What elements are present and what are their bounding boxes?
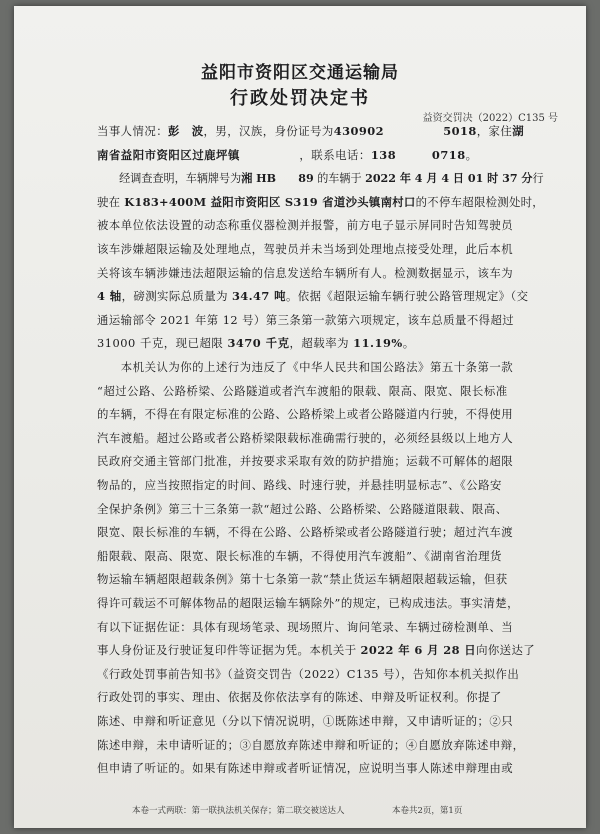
body-text-line [97, 595, 527, 612]
body-text-line [97, 194, 544, 211]
body-text-line [97, 524, 527, 541]
text-segment: 《行政处罚事前告知书》（益资交罚告（2022）C135 号），告知你本机关拟作出 [97, 666, 520, 681]
text-segment: 行政处罚的事实、理由、依据及你依法享有的陈述、申辩及听证权利。你提了 [97, 690, 502, 705]
document-title: 行政处罚决定书 [230, 88, 370, 109]
emphasized-text: 彭 波 [168, 124, 204, 138]
text-segment: 31000 千克，现已超限 [97, 336, 228, 351]
emphasized-text: 89 [298, 171, 314, 186]
text-segment: ，磅测实际总质量为 [121, 289, 232, 304]
text-segment: 陈述、申辩和听证意见（分以下情况说明，①既陈述申辩，又申请听证的；②只 [97, 714, 514, 728]
text-segment: 行 [532, 171, 544, 186]
emphasized-text: 138 [370, 147, 397, 162]
footer-copies-note: 本卷一式两联：第一联执法机关保存；第二联交被送达人 [132, 806, 345, 816]
emphasized-text: 0718 [431, 147, 466, 162]
footer-page-number: 本卷共2页，第1页 [392, 806, 463, 816]
text-segment: 陈述申辩，未申请听证的；③自愿放弃陈述申辩和听证的；④自愿放弃陈述申辩， [97, 737, 525, 752]
body-text-line [97, 265, 527, 282]
text-segment: ，超载率为 [289, 336, 354, 351]
body-text-line [97, 335, 527, 352]
text-segment: “超过公路、公路桥梁、公路隧道或者汽车渡船的限载、限高、限宽、限长标准 [97, 383, 508, 398]
body-text-line [97, 737, 527, 754]
body-text-line [97, 760, 527, 777]
body-text-line [97, 571, 527, 588]
text-segment: 有以下证据佐证：具体有现场笔录、现场照片、询问笔录、车辆过磅检测单、当 [97, 619, 514, 634]
text-segment: 得许可载运不可解体物品的超限运输车辆除外”的规定，已构成违法。事实清楚， [97, 596, 519, 610]
text-segment: ，男，汉族，身份证号为 [203, 124, 334, 138]
document-number: 益资交罚决（2022）C135 号 [422, 113, 558, 124]
body-text-line [97, 666, 527, 683]
emphasized-text: 430902 [333, 124, 385, 138]
text-segment: 的车辆于 [313, 171, 366, 186]
text-segment: 船限载、限高、限宽、限长标准的车辆，不得使用汽车渡船”、《湖南省治理货 [97, 548, 502, 563]
body-text-line [97, 241, 527, 258]
body-text-line [97, 642, 536, 659]
body-text-line [97, 619, 527, 636]
emphasized-text: 5018 [443, 124, 477, 138]
body-text-line [97, 288, 527, 305]
emphasized-text: 2022 年 6 月 28 日 [360, 643, 477, 658]
body-text-line [97, 406, 527, 423]
emphasized-text: 湘 HB [241, 171, 277, 186]
body-text-line [97, 170, 544, 187]
text-segment: 。依据《超限运输车辆行驶公路管理规定》（交 [285, 289, 529, 304]
text-segment: 通运输部令 2021 年第 12 号）第三条第一款第六项规定，该车总质量不得超过 [97, 312, 515, 327]
body-text-line [97, 548, 527, 565]
text-segment: ，家住 [476, 124, 513, 138]
body-text-line [97, 147, 527, 164]
emphasized-text: 34.47 吨 [231, 289, 286, 304]
text-segment: 但申请了听证的。如果有陈述申辩或者听证情况，应说明当事人陈述申辩理由或 [97, 761, 514, 776]
text-segment [384, 124, 443, 138]
body-text-line [97, 713, 527, 730]
text-segment: ，联系电话： [239, 147, 371, 162]
text-segment: 本机关认为你的上述行为违反了《中华人民共和国公路法》第五十条第一款 [97, 360, 514, 374]
text-segment: 该车涉嫌超限运输及处理地点，驾驶员并未当场到处理地点接受处理，此后本机 [97, 242, 514, 256]
emphasized-text: 11.19% [353, 336, 403, 351]
text-segment: 限宽、限长标准的车辆，不得在公路、公路桥梁或者公路隧道行驶；超过汽车渡 [97, 525, 514, 540]
body-text-line [97, 430, 527, 447]
text-segment: 经调查查明，车辆牌号为 [97, 171, 242, 186]
text-segment: 事人身份证及行驶证复印件等证据为凭。本机关于 [97, 643, 361, 658]
body-text-line [97, 359, 527, 376]
body-text-line [97, 453, 527, 470]
text-segment: 向你送达了 [476, 643, 536, 658]
issuing-authority: 益阳市资阳区交通运输局 [201, 63, 399, 83]
text-segment: 民政府交通主管部门批准，并按要求采取有效的防护措施；运载不可解体的超限 [97, 454, 514, 469]
emphasized-text: K183+400M 益阳市资阳区 S319 省道沙头镇南村口 [124, 194, 416, 209]
body-text-line [97, 217, 527, 234]
emphasized-text: 4 轴 [97, 289, 122, 304]
text-segment: 关将该车辆涉嫌违法超限运输的信息发送给车辆所有人。检测数据显示，该车为 [97, 265, 514, 280]
emphasized-text: 湖 [512, 124, 525, 138]
text-segment: 被本单位依法设置的动态称重仪器检测并报警，前方电子显示屏同时告知驾驶员 [97, 218, 514, 233]
body-text-line [97, 123, 527, 140]
body-text-line [97, 477, 527, 494]
body-text-line [97, 383, 527, 400]
text-segment: 驶在 [97, 194, 125, 209]
body-text-line [97, 689, 527, 706]
text-segment: 。 [465, 147, 478, 162]
document-page [14, 6, 586, 828]
text-segment: 的不停车超限检测处时， [415, 194, 544, 209]
emphasized-text: 2022 年 4 月 4 日 01 时 37 分 [365, 171, 533, 186]
text-segment: 。 [402, 336, 415, 351]
text-segment: 的车辆，不得在有限定标准的公路、公路桥梁上或者公路隧道内行驶，不得使用 [97, 407, 514, 422]
text-segment: 物运输车辆超限超载条例》第十七条第一款“禁止货运车辆超限超载运输，但获 [97, 572, 508, 587]
text-segment: 当事人情况： [97, 124, 169, 138]
emphasized-text: 南省益阳市资阳区过鹿坪镇 [97, 147, 240, 162]
body-text-line [97, 312, 527, 329]
text-segment: 物品的，应当按照指定的时间、路线、时速行驶，并悬挂明显标志”、《公路安 [97, 478, 502, 492]
text-segment [396, 148, 432, 162]
text-segment: 全保护条例》第三十三条第一款“超过公路、公路桥梁、公路隧道限载、限高、 [97, 501, 508, 516]
text-segment: 汽车渡船。超过公路或者公路桥梁限载标准确需行驶的，必须经县级以上地方人 [97, 430, 514, 445]
text-segment [276, 171, 298, 185]
body-text-line [97, 501, 527, 518]
emphasized-text: 3470 千克 [227, 336, 290, 351]
